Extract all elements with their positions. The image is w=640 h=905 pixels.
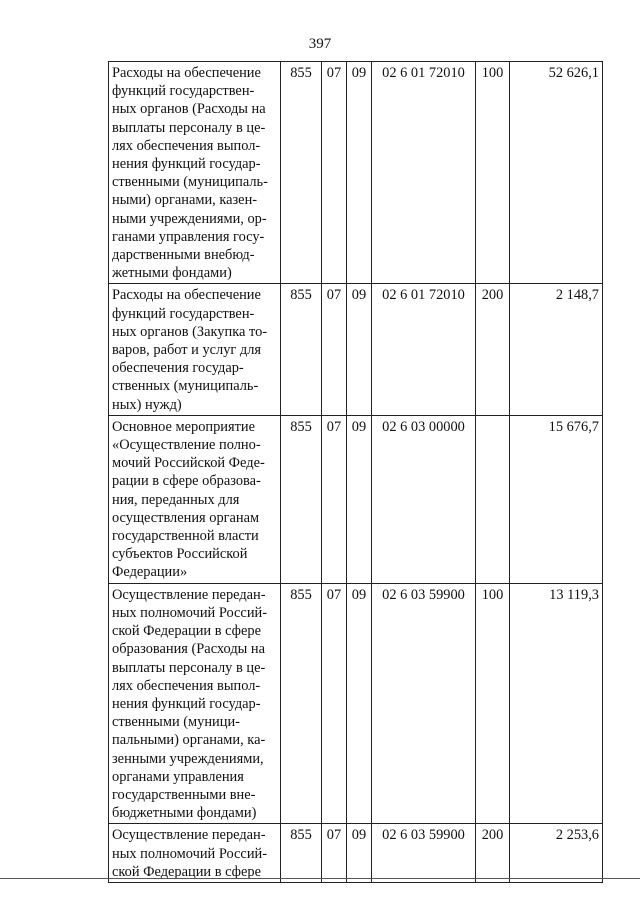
section-cell: 07	[322, 583, 347, 824]
expense-name-line: ных полномочий Россий-	[112, 604, 268, 621]
expense-name-line: Расходы на обеспечение	[112, 287, 261, 304]
expense-type-cell: 100	[476, 62, 510, 284]
expense-name-line: Федерации»	[112, 564, 188, 581]
expense-name-line: Расходы на обеспечение	[112, 65, 261, 81]
expense-name-cell	[109, 415, 281, 583]
expense-name-line: бюджетными фондами)	[112, 805, 257, 822]
expense-type-cell: 100	[476, 583, 510, 824]
expense-name-line: нения функций государ-	[112, 695, 261, 712]
ministry-code-cell: 855	[281, 284, 322, 415]
expense-name-line: государственной власти	[112, 528, 259, 545]
amount-cell: 13 119,3	[510, 583, 603, 824]
expense-name-line: лях обеспечения выпол-	[112, 137, 261, 154]
expense-name-line: функций государствен-	[112, 83, 255, 100]
expense-name-line: государственными вне-	[112, 786, 256, 803]
expense-name-line: Осуществление передан-	[112, 586, 266, 603]
expense-name-line: функций государствен-	[112, 305, 255, 322]
table-row	[109, 415, 603, 583]
expense-name-line: дарственными внебюд-	[112, 247, 255, 264]
expense-name-line: варов, работ и услуг для	[112, 342, 262, 359]
expense-name-line: рации в сфере образова-	[112, 473, 261, 490]
expense-name-line: ных полномочий Россий-	[112, 845, 268, 862]
expense-name-line: нения функций государ-	[112, 156, 261, 173]
section-cell: 07	[322, 824, 347, 883]
expense-name-line: Осуществление передан-	[112, 827, 266, 844]
table-row	[109, 583, 603, 824]
expense-name-line: ных) нужд)	[112, 396, 182, 413]
budget-table	[108, 61, 603, 883]
expense-name-cell	[109, 62, 281, 284]
expense-name-line: Основное мероприятие	[112, 418, 256, 435]
target-article-cell: 02 6 01 72010	[372, 62, 476, 284]
expense-name-line: выплаты персоналу в це-	[112, 659, 266, 676]
expense-name-line: зенными учреждениями,	[112, 750, 264, 767]
expense-name-line: ской Федерации в сфере	[112, 863, 261, 880]
expense-name-line: ганами управления госу-	[112, 228, 265, 245]
expense-name-line: ными учреждениями, ор-	[112, 210, 267, 227]
target-article-cell: 02 6 03 59900	[372, 824, 476, 883]
budget-table-body	[109, 62, 603, 883]
ministry-code-cell: 855	[281, 415, 322, 583]
expense-name-line: ственными (муниципаль-	[112, 174, 268, 191]
target-article-cell: 02 6 03 00000	[372, 415, 476, 583]
expense-name-line: пальными) органами, ка-	[112, 732, 266, 749]
amount-cell: 15 676,7	[510, 415, 603, 583]
subsection-cell: 09	[347, 824, 372, 883]
section-cell: 07	[322, 62, 347, 284]
expense-name-line: ственных (муниципаль-	[112, 378, 259, 395]
target-article-cell: 02 6 03 59900	[372, 583, 476, 824]
page-number: 397	[308, 36, 332, 52]
expense-name-line: мочий Российской Феде-	[112, 455, 265, 472]
table-row	[109, 824, 603, 883]
expense-name-line: субъектов Российской	[112, 546, 248, 563]
expense-type-cell	[476, 415, 510, 583]
expense-name-line: «Осуществление полно-	[112, 437, 261, 454]
ministry-code-cell: 855	[281, 583, 322, 824]
expense-name-line: органами управления	[112, 768, 244, 785]
expense-name-line: жетными фондами)	[112, 265, 232, 282]
ministry-code-cell: 855	[281, 824, 322, 883]
footer-rule	[0, 878, 640, 879]
table-row	[109, 62, 603, 284]
table-row	[109, 284, 603, 415]
subsection-cell: 09	[347, 284, 372, 415]
subsection-cell: 09	[347, 62, 372, 284]
expense-name-line: ными) органами, казен-	[112, 192, 258, 209]
expense-name-line: обеспечения государ-	[112, 360, 244, 377]
expense-name-line: ных органов (Расходы на	[112, 101, 266, 118]
ministry-code-cell: 855	[281, 62, 322, 284]
amount-cell: 52 626,1	[510, 62, 603, 284]
expense-name-line: ных органов (Закупка то-	[112, 323, 268, 340]
expense-name-line: выплаты персоналу в це-	[112, 119, 266, 136]
expense-name-cell	[109, 284, 281, 415]
expense-name-line: образования (Расходы на	[112, 641, 265, 658]
section-cell: 07	[322, 284, 347, 415]
expense-name-line: осуществления органам	[112, 509, 260, 526]
subsection-cell: 09	[347, 415, 372, 583]
expense-name-line: ственными (муници-	[112, 714, 240, 731]
amount-cell: 2 253,6	[510, 824, 603, 883]
expense-name-line: ния, переданных для	[112, 491, 240, 508]
expense-name-cell	[109, 824, 281, 883]
expense-name-line: лях обеспечения выпол-	[112, 677, 261, 694]
target-article-cell: 02 6 01 72010	[372, 284, 476, 415]
expense-type-cell: 200	[476, 824, 510, 883]
expense-name-cell	[109, 583, 281, 824]
section-cell: 07	[322, 415, 347, 583]
expense-name-line: ской Федерации в сфере	[112, 623, 261, 640]
subsection-cell: 09	[347, 583, 372, 824]
expense-type-cell: 200	[476, 284, 510, 415]
amount-cell: 2 148,7	[510, 284, 603, 415]
